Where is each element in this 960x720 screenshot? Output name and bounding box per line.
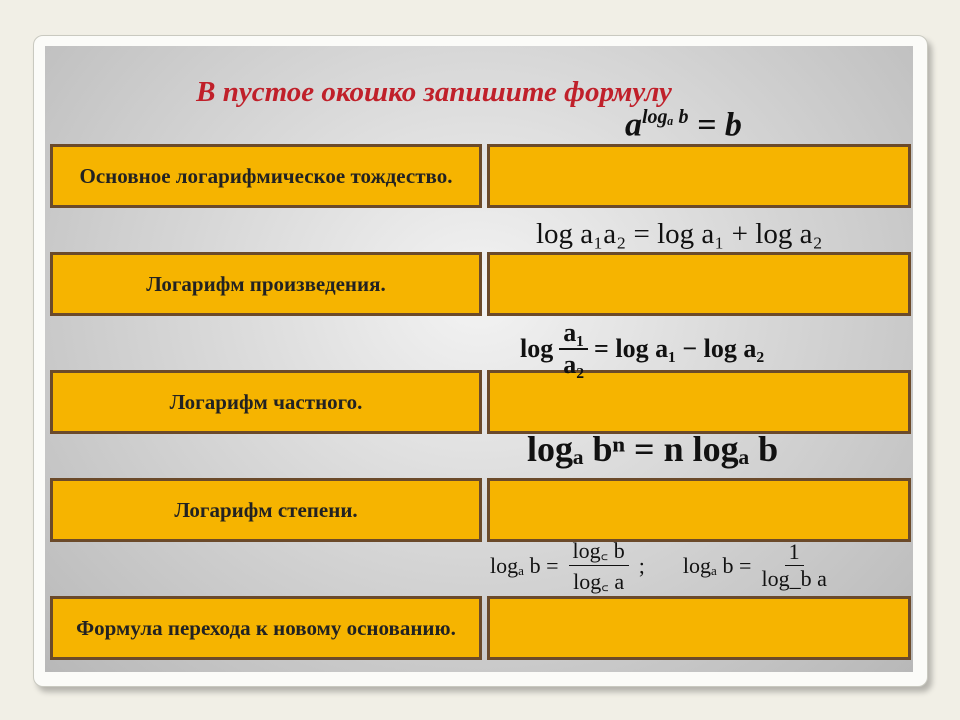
row-label: Логарифм произведения. bbox=[146, 271, 386, 296]
change-base-1-fraction bbox=[569, 535, 629, 596]
answer-box-2[interactable] bbox=[487, 252, 911, 316]
change-base-2-fraction bbox=[761, 539, 826, 592]
row-label: Логарифм степени. bbox=[174, 497, 358, 522]
formula-quotient-prefix: log bbox=[520, 334, 554, 363]
change-base-1-lhs: logₐ b = bbox=[490, 552, 559, 578]
fraction-numerator: 1 bbox=[785, 539, 804, 566]
fraction-numerator: a₁ bbox=[559, 318, 588, 350]
formula-identity-exp: logₐ b bbox=[642, 106, 689, 128]
answer-box-4[interactable] bbox=[487, 478, 911, 542]
fraction-numerator: log꜀ b bbox=[569, 535, 629, 566]
formula-identity[interactable] bbox=[625, 106, 742, 144]
formula-quotient[interactable] bbox=[520, 318, 764, 380]
formula-change-base[interactable] bbox=[490, 535, 833, 596]
row-label: Основное логарифмическое тождество. bbox=[79, 163, 453, 188]
answer-box-1[interactable] bbox=[487, 144, 911, 208]
formula-product[interactable]: log a₁a₂ = log a₁ + log a₂ bbox=[536, 218, 823, 250]
fraction-denominator: log_b a bbox=[761, 566, 827, 591]
row-label-cell-4 bbox=[50, 478, 482, 542]
page-title: В пустое окошко запишите формулу bbox=[196, 76, 672, 108]
fraction-denominator: log꜀ a bbox=[573, 569, 625, 594]
formula-power[interactable]: logₐ bⁿ = n logₐ b bbox=[527, 429, 779, 469]
row-label: Логарифм частного. bbox=[169, 389, 363, 414]
formula-identity-base: a bbox=[625, 106, 642, 144]
answer-box-5[interactable] bbox=[487, 596, 911, 660]
row-label-cell-1 bbox=[50, 144, 482, 208]
formula-identity-rhs: = b bbox=[697, 106, 742, 144]
formula-quotient-fraction bbox=[559, 318, 588, 380]
row-label: Формула перехода к новому основанию. bbox=[76, 615, 456, 640]
row-label-cell-2 bbox=[50, 252, 482, 316]
row-label-cell-3 bbox=[50, 370, 482, 434]
change-base-1-tail: ; bbox=[638, 552, 645, 578]
change-base-2-lhs: logₐ b = bbox=[682, 552, 752, 578]
fraction-denominator: a₂ bbox=[563, 350, 585, 379]
formula-quotient-rhs: = log a₁ − log a₂ bbox=[594, 334, 765, 363]
row-label-cell-5 bbox=[50, 596, 482, 660]
